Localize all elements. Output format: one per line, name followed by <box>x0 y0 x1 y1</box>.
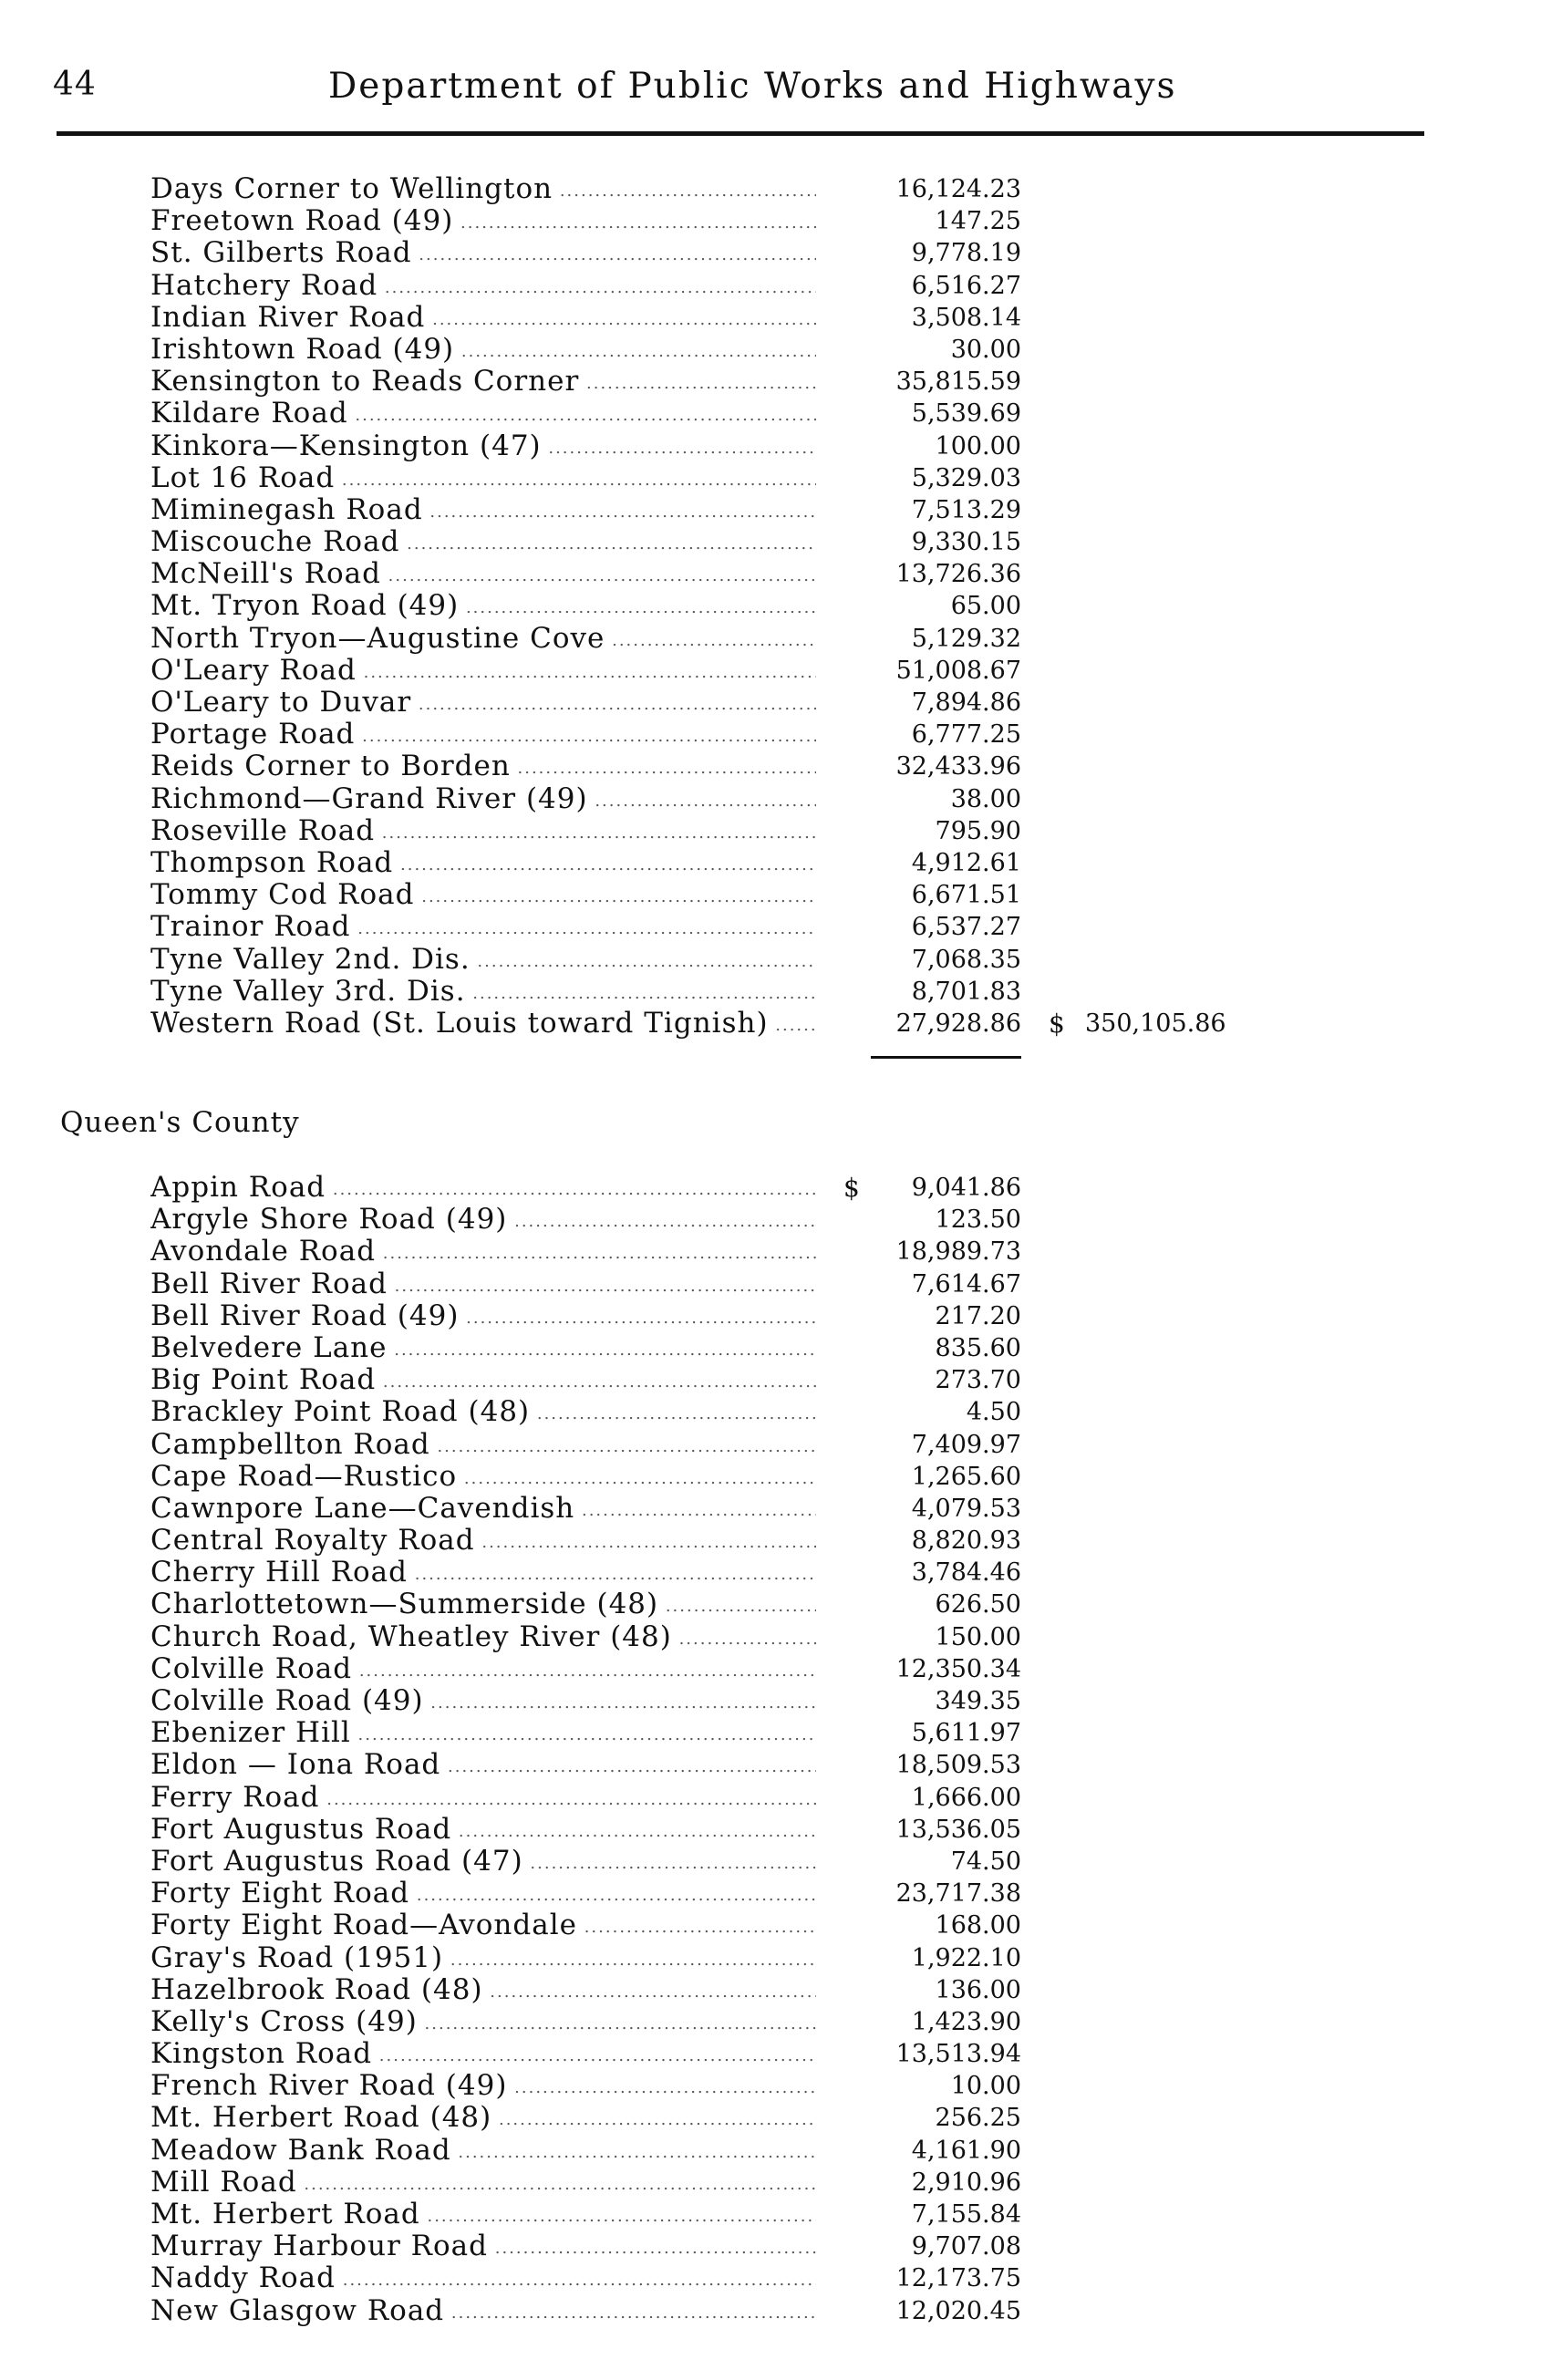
table-row <box>0 173 1541 205</box>
road-name: Mt. Herbert Road (48) ..... <box>150 2102 816 2134</box>
road-name: Avondale Road ..... <box>150 1236 816 1268</box>
table-row <box>0 1909 1541 1941</box>
road-name: Naddy Road ..... <box>150 2262 816 2294</box>
table-row <box>0 1172 1541 1204</box>
road-name: Big Point Road ..... <box>150 1364 816 1396</box>
table-row <box>0 1685 1541 1717</box>
table-row <box>0 494 1541 526</box>
table-row <box>0 2135 1541 2167</box>
expenditure-amount: 5,329.03 <box>911 463 1021 492</box>
expenditure-amount: 8,701.83 <box>911 977 1021 1006</box>
expenditure-amount: 7,614.67 <box>911 1269 1021 1299</box>
expenditure-amount: 6,671.51 <box>911 881 1021 910</box>
expenditure-amount: 7,155.84 <box>911 2200 1021 2229</box>
expenditure-amount: 18,989.73 <box>895 1237 1021 1267</box>
expenditure-amount: 12,020.45 <box>895 2296 1021 2325</box>
expenditure-amount: 3,784.46 <box>911 1558 1021 1588</box>
road-name: Kinkora—Kensington (47) ..... <box>150 430 816 462</box>
road-name: Tommy Cod Road ..... <box>150 879 816 911</box>
table-row <box>0 205 1541 237</box>
expenditure-amount: 626.50 <box>935 1590 1021 1619</box>
road-name: Lot 16 Road ..... <box>150 462 816 494</box>
road-name: Colville Road ..... <box>150 1653 816 1685</box>
road-name: Tyne Valley 2nd. Dis. ..... <box>150 944 816 976</box>
page-number: 44 <box>53 66 97 103</box>
table-row <box>0 687 1541 719</box>
expenditure-amount: 4,161.90 <box>911 2136 1021 2165</box>
expenditure-amount: 217.20 <box>935 1301 1021 1330</box>
expenditure-amount: 256.25 <box>935 2104 1021 2133</box>
expenditure-amount: 1,265.60 <box>911 1462 1021 1491</box>
road-name: Hazelbrook Road (48) ..... <box>150 1974 816 2006</box>
expenditure-amount: 13,726.36 <box>895 560 1021 589</box>
expenditure-amount: 9,330.15 <box>911 528 1021 557</box>
road-name: Tyne Valley 3rd. Dis. ..... <box>150 976 816 1008</box>
expenditure-amount: 65.00 <box>950 592 1021 621</box>
header-rule <box>57 131 1424 136</box>
road-name: Kingston Road ..... <box>150 2038 816 2070</box>
expenditure-amount: 23,717.38 <box>895 1879 1021 1909</box>
table-row <box>0 2167 1541 2199</box>
table-row <box>0 334 1541 366</box>
road-name: Kildare Road ..... <box>150 398 816 429</box>
road-name: Appin Road ..... <box>150 1172 816 1204</box>
table-row <box>0 1846 1541 1878</box>
table-row <box>0 1268 1541 1300</box>
expenditure-amount: 3,508.14 <box>911 303 1021 332</box>
table-row <box>0 2230 1541 2262</box>
expenditure-amount: 9,778.19 <box>911 239 1021 268</box>
table-row <box>0 783 1541 815</box>
expenditure-amount: 6,777.25 <box>911 720 1021 750</box>
expenditure-amount: 5,539.69 <box>911 399 1021 429</box>
road-name: O'Leary to Duvar ..... <box>150 687 816 719</box>
road-name: Mt. Herbert Road ..... <box>150 2199 816 2230</box>
expenditure-amount: 9,707.08 <box>911 2232 1021 2261</box>
road-name: Church Road, Wheatley River (48) ..... <box>150 1621 816 1653</box>
table-row <box>0 398 1541 429</box>
road-name: Portage Road ..... <box>150 719 816 750</box>
table-row <box>0 270 1541 302</box>
expenditure-amount: 27,928.86 <box>895 1009 1021 1038</box>
table-row <box>0 623 1541 655</box>
road-name: Charlottetown—Summerside (48) ..... <box>150 1588 816 1620</box>
table-row <box>0 2006 1541 2038</box>
road-name: Cawnpore Lane—Cavendish ..... <box>150 1493 816 1525</box>
table-row <box>0 430 1541 462</box>
expenditure-amount: 4,079.53 <box>911 1494 1021 1523</box>
table-row <box>0 2262 1541 2294</box>
road-name: Fort Augustus Road ..... <box>150 1814 816 1846</box>
table-row <box>0 2102 1541 2134</box>
table-row <box>0 655 1541 687</box>
expenditure-amount: 13,513.94 <box>895 2040 1021 2069</box>
road-name: Ebenizer Hill ..... <box>150 1717 816 1749</box>
table-row <box>0 302 1541 334</box>
expenditure-amount: 168.00 <box>935 1911 1021 1940</box>
expenditure-amount: 1,666.00 <box>911 1783 1021 1812</box>
table-row <box>0 1204 1541 1236</box>
expenditure-amount: 123.50 <box>935 1206 1021 1235</box>
table-row <box>0 1878 1541 1909</box>
table-row <box>0 558 1541 590</box>
expenditure-amount: 273.70 <box>935 1366 1021 1395</box>
expenditure-amount: 4.50 <box>966 1398 1021 1427</box>
road-name: Bell River Road (49) ..... <box>150 1300 816 1332</box>
road-name: Irishtown Road (49) ..... <box>150 334 816 366</box>
road-name: Argyle Shore Road (49) ..... <box>150 1204 816 1236</box>
expenditure-amount: 835.60 <box>935 1333 1021 1362</box>
expenditure-amount: 8,820.93 <box>911 1526 1021 1556</box>
expenditure-amount: 6,516.27 <box>911 271 1021 300</box>
expenditure-amount: 12,173.75 <box>895 2264 1021 2293</box>
table-row <box>0 526 1541 558</box>
road-name: Colville Road (49) ..... <box>150 1685 816 1717</box>
road-name: Meadow Bank Road ..... <box>150 2135 816 2167</box>
expenditure-amount: 349.35 <box>935 1687 1021 1715</box>
road-name: Fort Augustus Road (47) ..... <box>150 1846 816 1878</box>
expenditure-amount: 30.00 <box>950 335 1021 364</box>
expenditure-amount: 4,912.61 <box>911 848 1021 877</box>
section-heading-queens-county: Queen's County <box>60 1106 300 1139</box>
road-name: Freetown Road (49) ..... <box>150 205 816 237</box>
table-row <box>0 590 1541 622</box>
table-row <box>0 462 1541 494</box>
road-name: Richmond—Grand River (49) ..... <box>150 783 816 815</box>
expenditure-amount: 9,041.86 <box>911 1174 1021 1202</box>
table-row <box>0 1493 1541 1525</box>
expenditure-amount: 38.00 <box>950 784 1021 813</box>
table-row <box>0 1236 1541 1268</box>
expenditure-amount: 12,350.34 <box>895 1654 1021 1683</box>
expenditure-amount: 5,129.32 <box>911 624 1021 653</box>
table-row <box>0 1621 1541 1653</box>
table-row <box>0 1942 1541 1974</box>
expenditure-amount: 74.50 <box>950 1847 1021 1876</box>
road-name: French River Road (49) ..... <box>150 2070 816 2102</box>
road-name: Campbellton Road ..... <box>150 1429 816 1461</box>
expenditure-list-queens-county <box>0 1172 1541 2327</box>
road-name: Gray's Road (1951) ..... <box>150 1942 816 1974</box>
expenditure-amount: 7,409.97 <box>911 1430 1021 1459</box>
road-name: Reids Corner to Borden ..... <box>150 750 816 782</box>
expenditure-amount: 7,068.35 <box>911 945 1021 974</box>
table-row <box>0 1300 1541 1332</box>
road-name: Murray Harbour Road ..... <box>150 2230 816 2262</box>
road-name: Thompson Road ..... <box>150 847 816 879</box>
road-name: North Tryon—Augustine Cove ..... <box>150 623 816 655</box>
road-name: O'Leary Road ..... <box>150 655 816 687</box>
road-name: Kelly's Cross (49) ..... <box>150 2006 816 2038</box>
table-row <box>0 1008 1541 1040</box>
road-name: Eldon — Iona Road ..... <box>150 1749 816 1781</box>
expenditure-amount: 1,922.10 <box>911 1943 1021 1972</box>
road-name: Western Road (St. Louis toward Tignish) ..... <box>150 1008 816 1040</box>
table-row <box>0 1782 1541 1814</box>
road-name: Central Royalty Road ..... <box>150 1525 816 1557</box>
table-row <box>0 1461 1541 1493</box>
table-row <box>0 976 1541 1008</box>
table-row <box>0 2070 1541 2102</box>
expenditure-amount: 10.00 <box>950 2072 1021 2101</box>
table-row <box>0 1525 1541 1557</box>
table-row <box>0 719 1541 750</box>
road-name: Roseville Road ..... <box>150 815 816 847</box>
table-row <box>0 1364 1541 1396</box>
table-row <box>0 911 1541 943</box>
table-row <box>0 1396 1541 1428</box>
road-name: Forty Eight Road—Avondale ..... <box>150 1909 816 1941</box>
table-row <box>0 1974 1541 2006</box>
expenditure-amount: 5,611.97 <box>911 1719 1021 1748</box>
table-row <box>0 1429 1541 1461</box>
section-total: 350,105.86 <box>1085 1009 1226 1038</box>
expenditure-amount: 16,124.23 <box>895 175 1021 203</box>
expenditure-amount: 7,513.29 <box>911 495 1021 524</box>
road-name: Trainor Road ..... <box>150 911 816 943</box>
expenditure-list-prince-county-continued <box>0 173 1541 1040</box>
road-name: New Glasgow Road ..... <box>150 2295 816 2327</box>
road-name: Belvedere Lane ..... <box>150 1332 816 1364</box>
expenditure-amount: 2,910.96 <box>911 2168 1021 2197</box>
page-title: Department of Public Works and Highways <box>328 66 1177 107</box>
table-row <box>0 2295 1541 2327</box>
expenditure-amount: 6,537.27 <box>911 913 1021 942</box>
table-row <box>0 1814 1541 1846</box>
table-row <box>0 815 1541 847</box>
expenditure-amount: 795.90 <box>935 816 1021 845</box>
expenditure-amount: 147.25 <box>935 207 1021 236</box>
table-row <box>0 237 1541 269</box>
table-row <box>0 1557 1541 1588</box>
table-row <box>0 1717 1541 1749</box>
road-name: McNeill's Road ..... <box>150 558 816 590</box>
road-name: Bell River Road ..... <box>150 1268 816 1300</box>
road-name: Brackley Point Road (48) ..... <box>150 1396 816 1428</box>
road-name: Days Corner to Wellington ..... <box>150 173 816 205</box>
road-name: Miminegash Road ..... <box>150 494 816 526</box>
table-row <box>0 2038 1541 2070</box>
road-name: Miscouche Road ..... <box>150 526 816 558</box>
table-row <box>0 366 1541 398</box>
table-row <box>0 879 1541 911</box>
table-row <box>0 1749 1541 1781</box>
road-name: St. Gilberts Road ..... <box>150 237 816 269</box>
expenditure-amount: 51,008.67 <box>895 656 1021 685</box>
table-row <box>0 2199 1541 2230</box>
expenditure-amount: 32,433.96 <box>895 752 1021 781</box>
table-row <box>0 1332 1541 1364</box>
expenditure-amount: 18,509.53 <box>895 1751 1021 1780</box>
table-row <box>0 1653 1541 1685</box>
expenditure-amount: 13,536.05 <box>895 1815 1021 1844</box>
expenditure-amount: 100.00 <box>935 431 1021 460</box>
road-name: Mill Road ..... <box>150 2167 816 2199</box>
road-name: Hatchery Road ..... <box>150 270 816 302</box>
road-name: Kensington to Reads Corner ..... <box>150 366 816 398</box>
table-row <box>0 1588 1541 1620</box>
expenditure-amount: 136.00 <box>935 1975 1021 2004</box>
currency-symbol: $ <box>843 1173 860 1203</box>
expenditure-amount: 35,815.59 <box>895 367 1021 397</box>
expenditure-amount: 7,894.86 <box>911 688 1021 717</box>
expenditure-amount: 150.00 <box>935 1622 1021 1651</box>
road-name: Cape Road—Rustico ..... <box>150 1461 816 1493</box>
road-name: Forty Eight Road ..... <box>150 1878 816 1909</box>
subtotal-rule <box>871 1056 1021 1059</box>
road-name: Mt. Tryon Road (49) ..... <box>150 590 816 622</box>
table-row <box>0 944 1541 976</box>
road-name: Ferry Road ..... <box>150 1782 816 1814</box>
table-row <box>0 847 1541 879</box>
total-currency-symbol: $ <box>1049 1008 1065 1039</box>
expenditure-amount: 1,423.90 <box>911 2007 1021 2036</box>
table-row <box>0 750 1541 782</box>
road-name: Cherry Hill Road ..... <box>150 1557 816 1588</box>
road-name: Indian River Road ..... <box>150 302 816 334</box>
